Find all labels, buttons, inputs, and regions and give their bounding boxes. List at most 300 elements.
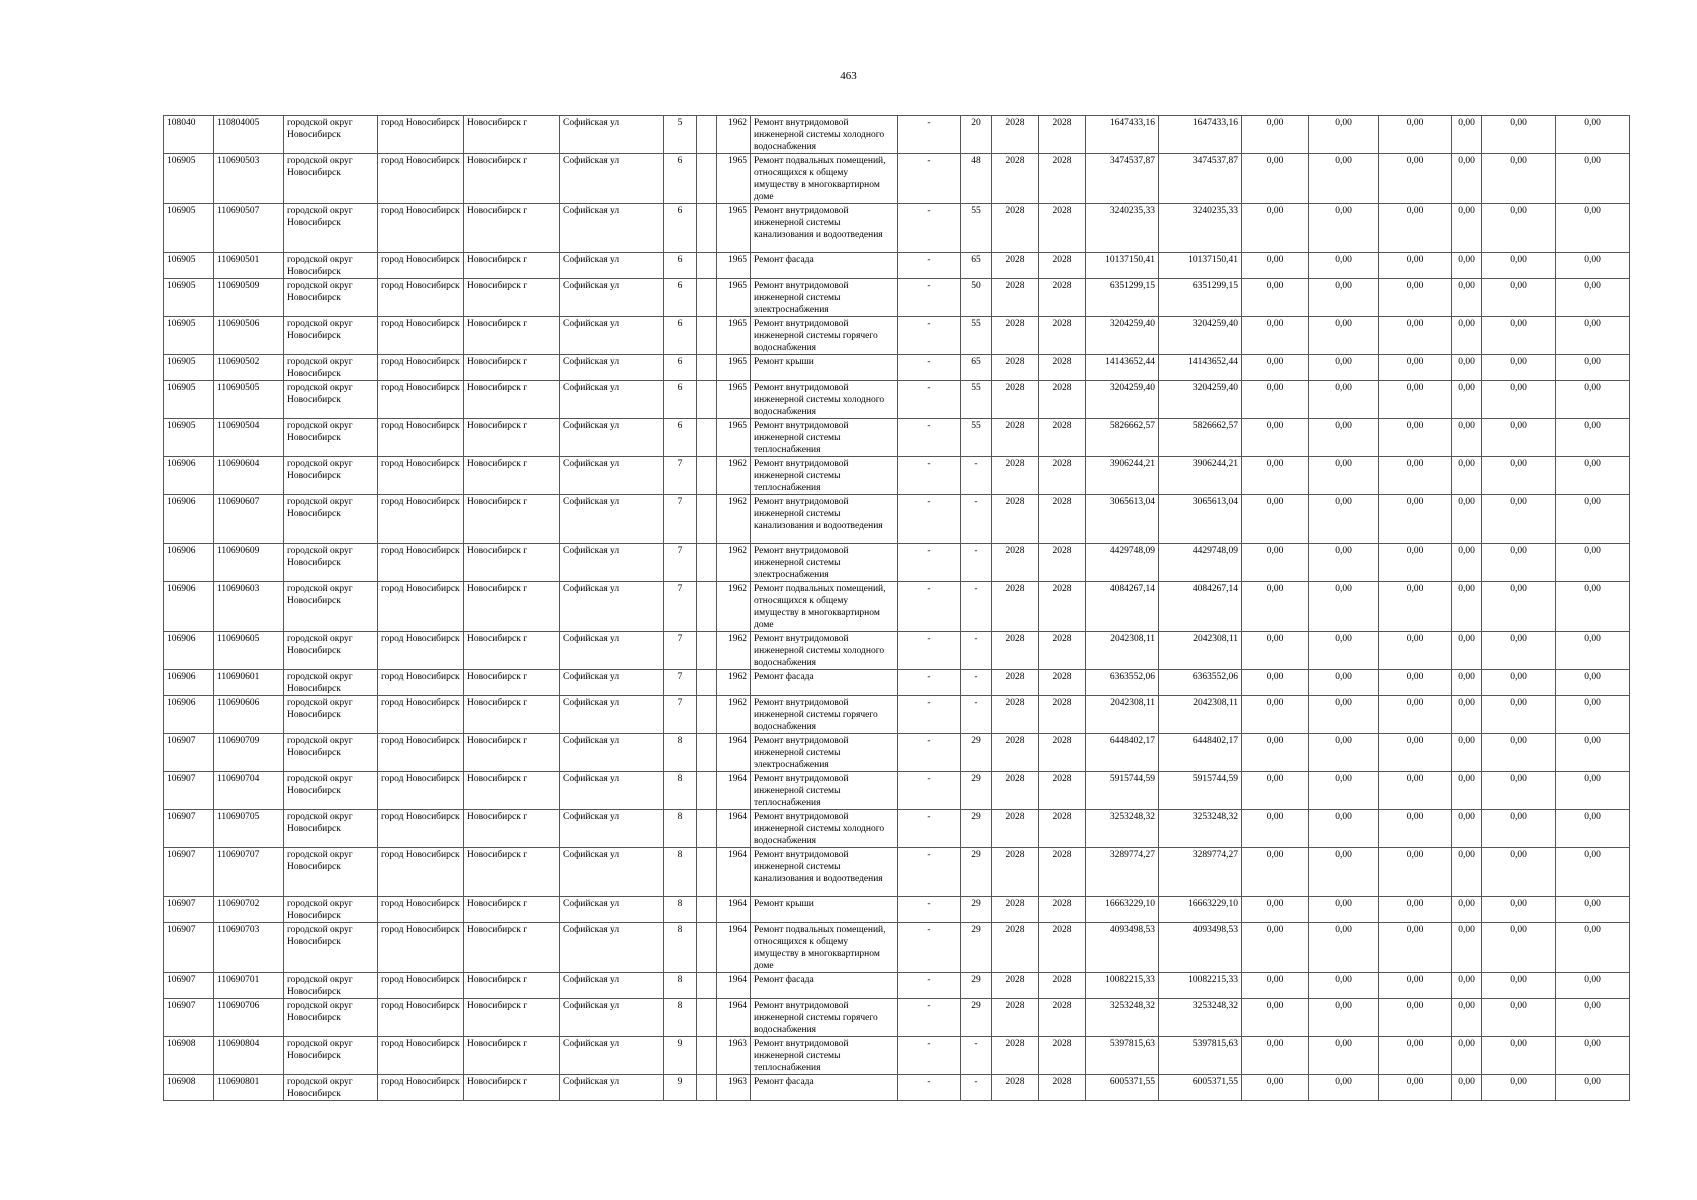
- cell-cost-col-19: 0,00: [1379, 116, 1452, 154]
- cell-cost-col-21: 0,00: [1482, 317, 1556, 355]
- cell-work-id: 110690603: [214, 582, 284, 632]
- cell-settlement: город Новосибирск: [378, 317, 464, 355]
- cell-cost-col-18: 0,00: [1309, 495, 1379, 544]
- cell-wear-percent: 29: [961, 848, 992, 897]
- cell-street: Софийская ул: [560, 419, 664, 457]
- cell-municipality: городской округ Новосибирск: [284, 457, 378, 495]
- cell-total-cost: 2042308,11: [1086, 632, 1159, 670]
- cell-settlement: город Новосибирск: [378, 419, 464, 457]
- cell-work-id: 110690707: [214, 848, 284, 897]
- cell-street: Софийская ул: [560, 1037, 664, 1075]
- cell-year-built: 1962: [717, 632, 751, 670]
- cell-cost-col-22: 0,00: [1556, 897, 1630, 923]
- cell-street: Софийская ул: [560, 279, 664, 317]
- cell-municipality: городской округ Новосибирск: [284, 419, 378, 457]
- cell-house-number: 7: [664, 457, 697, 495]
- cell-street: Софийская ул: [560, 923, 664, 973]
- cell-year-built: 1962: [717, 696, 751, 734]
- cell-cost-regional-fund: 4093498,53: [1159, 923, 1242, 973]
- cell-cost-col-17: 0,00: [1242, 457, 1309, 495]
- cell-municipality: городской округ Новосибирск: [284, 253, 378, 279]
- cell-plan-year-end: 2028: [1039, 696, 1086, 734]
- cell-wear-percent: 55: [961, 381, 992, 419]
- cell-cost-col-19: 0,00: [1379, 495, 1452, 544]
- cell-object-id: 106906: [164, 544, 214, 582]
- cell-street: Софийская ул: [560, 154, 664, 204]
- cell-settlement: город Новосибирск: [378, 381, 464, 419]
- cell-cost-regional-fund: 5826662,57: [1159, 419, 1242, 457]
- table-row: [164, 317, 1630, 355]
- cell-cost-col-18: 0,00: [1309, 810, 1379, 848]
- table-row: [164, 696, 1630, 734]
- cell-work-id: 110690704: [214, 772, 284, 810]
- cell-building: [697, 999, 717, 1037]
- cell-work-type: Ремонт внутридомовой инженерной системы канализования и водоотведения: [751, 495, 898, 544]
- cell-work-id: 110690504: [214, 419, 284, 457]
- cell-wear-percent: 29: [961, 734, 992, 772]
- cell-object-id: 106906: [164, 696, 214, 734]
- cell-work-id: 110690701: [214, 973, 284, 999]
- cell-street: Софийская ул: [560, 457, 664, 495]
- cell-cost-col-19: 0,00: [1379, 279, 1452, 317]
- cell-building: [697, 696, 717, 734]
- capital-repair-table: [163, 115, 1630, 1101]
- cell-building: [697, 419, 717, 457]
- cell-plan-year-start: 2028: [992, 670, 1039, 696]
- cell-street: Софийская ул: [560, 116, 664, 154]
- cell-cost-col-19: 0,00: [1379, 923, 1452, 973]
- cell-year-built: 1965: [717, 317, 751, 355]
- cell-plan-year-start: 2028: [992, 582, 1039, 632]
- cell-object-id: 106905: [164, 279, 214, 317]
- cell-settlement: город Новосибирск: [378, 734, 464, 772]
- cell-cell-blank: -: [898, 670, 961, 696]
- cell-cost-col-19: 0,00: [1379, 381, 1452, 419]
- cell-municipality: городской округ Новосибирск: [284, 734, 378, 772]
- cell-city: Новосибирск г: [464, 495, 560, 544]
- cell-object-id: 106907: [164, 734, 214, 772]
- cell-city: Новосибирск г: [464, 419, 560, 457]
- cell-cost-col-18: 0,00: [1309, 897, 1379, 923]
- cell-year-built: 1963: [717, 1037, 751, 1075]
- cell-wear-percent: 20: [961, 116, 992, 154]
- cell-work-id: 110690705: [214, 810, 284, 848]
- cell-cost-col-22: 0,00: [1556, 204, 1630, 253]
- cell-year-built: 1964: [717, 734, 751, 772]
- table-row: [164, 495, 1630, 544]
- cell-total-cost: 6005371,55: [1086, 1075, 1159, 1101]
- cell-cost-col-20: 0,00: [1452, 897, 1482, 923]
- cell-city: Новосибирск г: [464, 973, 560, 999]
- cell-municipality: городской округ Новосибирск: [284, 381, 378, 419]
- cell-building: [697, 355, 717, 381]
- cell-house-number: 8: [664, 772, 697, 810]
- cell-cost-col-21: 0,00: [1482, 734, 1556, 772]
- cell-cost-col-19: 0,00: [1379, 544, 1452, 582]
- cell-object-id: 106907: [164, 810, 214, 848]
- cell-cell-blank: -: [898, 810, 961, 848]
- cell-cost-col-20: 0,00: [1452, 116, 1482, 154]
- cell-municipality: городской округ Новосибирск: [284, 544, 378, 582]
- cell-cost-col-18: 0,00: [1309, 696, 1379, 734]
- cell-plan-year-end: 2028: [1039, 670, 1086, 696]
- cell-year-built: 1965: [717, 154, 751, 204]
- cell-year-built: 1965: [717, 204, 751, 253]
- cell-work-id: 110804005: [214, 116, 284, 154]
- cell-cost-col-19: 0,00: [1379, 632, 1452, 670]
- cell-cost-col-20: 0,00: [1452, 204, 1482, 253]
- cell-cost-col-21: 0,00: [1482, 670, 1556, 696]
- table-row: [164, 632, 1630, 670]
- cell-cost-col-20: 0,00: [1452, 734, 1482, 772]
- cell-work-id: 110690801: [214, 1075, 284, 1101]
- cell-house-number: 7: [664, 544, 697, 582]
- cell-building: [697, 848, 717, 897]
- cell-work-type: Ремонт внутридомовой инженерной системы канализования и водоотведения: [751, 204, 898, 253]
- cell-cost-col-17: 0,00: [1242, 381, 1309, 419]
- cell-total-cost: 14143652,44: [1086, 355, 1159, 381]
- cell-wear-percent: 55: [961, 204, 992, 253]
- cell-total-cost: 16663229,10: [1086, 897, 1159, 923]
- cell-total-cost: 6448402,17: [1086, 734, 1159, 772]
- cell-cost-regional-fund: 16663229,10: [1159, 897, 1242, 923]
- cell-plan-year-end: 2028: [1039, 848, 1086, 897]
- cell-cost-col-20: 0,00: [1452, 973, 1482, 999]
- cell-cost-col-21: 0,00: [1482, 772, 1556, 810]
- cell-house-number: 9: [664, 1075, 697, 1101]
- cell-plan-year-end: 2028: [1039, 897, 1086, 923]
- cell-cost-col-20: 0,00: [1452, 381, 1482, 419]
- cell-cost-col-19: 0,00: [1379, 582, 1452, 632]
- cell-total-cost: 10137150,41: [1086, 253, 1159, 279]
- cell-work-id: 110690703: [214, 923, 284, 973]
- cell-cell-blank: -: [898, 495, 961, 544]
- cell-cost-col-20: 0,00: [1452, 810, 1482, 848]
- cell-house-number: 6: [664, 355, 697, 381]
- cell-cell-blank: -: [898, 1075, 961, 1101]
- cell-total-cost: 2042308,11: [1086, 696, 1159, 734]
- cell-cost-regional-fund: 3253248,32: [1159, 999, 1242, 1037]
- cell-cost-col-20: 0,00: [1452, 154, 1482, 204]
- cell-cell-blank: -: [898, 317, 961, 355]
- cell-cost-col-21: 0,00: [1482, 457, 1556, 495]
- cell-city: Новосибирск г: [464, 848, 560, 897]
- cell-cost-col-18: 0,00: [1309, 116, 1379, 154]
- cell-cost-col-21: 0,00: [1482, 116, 1556, 154]
- cell-wear-percent: 29: [961, 923, 992, 973]
- cell-settlement: город Новосибирск: [378, 355, 464, 381]
- cell-wear-percent: -: [961, 632, 992, 670]
- cell-wear-percent: 65: [961, 355, 992, 381]
- cell-cost-col-17: 0,00: [1242, 582, 1309, 632]
- cell-cost-col-21: 0,00: [1482, 810, 1556, 848]
- cell-settlement: город Новосибирск: [378, 544, 464, 582]
- cell-plan-year-end: 2028: [1039, 999, 1086, 1037]
- table-row: [164, 772, 1630, 810]
- cell-city: Новосибирск г: [464, 897, 560, 923]
- cell-street: Софийская ул: [560, 734, 664, 772]
- cell-year-built: 1965: [717, 253, 751, 279]
- cell-house-number: 5: [664, 116, 697, 154]
- cell-cell-blank: -: [898, 116, 961, 154]
- cell-cost-col-20: 0,00: [1452, 1037, 1482, 1075]
- cell-settlement: город Новосибирск: [378, 632, 464, 670]
- cell-cost-col-18: 0,00: [1309, 999, 1379, 1037]
- table-row: [164, 381, 1630, 419]
- cell-year-built: 1965: [717, 279, 751, 317]
- cell-city: Новосибирск г: [464, 116, 560, 154]
- cell-work-type: Ремонт фасада: [751, 670, 898, 696]
- cell-street: Софийская ул: [560, 544, 664, 582]
- cell-plan-year-end: 2028: [1039, 1037, 1086, 1075]
- cell-settlement: город Новосибирск: [378, 848, 464, 897]
- cell-work-id: 110690604: [214, 457, 284, 495]
- cell-year-built: 1964: [717, 897, 751, 923]
- cell-cost-col-21: 0,00: [1482, 544, 1556, 582]
- cell-wear-percent: 55: [961, 419, 992, 457]
- cell-work-id: 110690502: [214, 355, 284, 381]
- cell-city: Новосибирск г: [464, 381, 560, 419]
- cell-cost-col-18: 0,00: [1309, 973, 1379, 999]
- cell-building: [697, 1075, 717, 1101]
- cell-year-built: 1962: [717, 116, 751, 154]
- cell-cost-col-18: 0,00: [1309, 279, 1379, 317]
- cell-cell-blank: -: [898, 419, 961, 457]
- cell-cost-col-19: 0,00: [1379, 734, 1452, 772]
- cell-cost-col-17: 0,00: [1242, 116, 1309, 154]
- cell-cost-col-20: 0,00: [1452, 317, 1482, 355]
- cell-cell-blank: -: [898, 696, 961, 734]
- cell-cost-col-18: 0,00: [1309, 457, 1379, 495]
- cell-cost-col-18: 0,00: [1309, 544, 1379, 582]
- cell-cost-col-21: 0,00: [1482, 696, 1556, 734]
- cell-municipality: городской округ Новосибирск: [284, 1037, 378, 1075]
- cell-plan-year-start: 2028: [992, 999, 1039, 1037]
- cell-cost-regional-fund: 6363552,06: [1159, 670, 1242, 696]
- cell-house-number: 6: [664, 317, 697, 355]
- cell-house-number: 6: [664, 204, 697, 253]
- cell-cost-col-17: 0,00: [1242, 317, 1309, 355]
- cell-cost-col-22: 0,00: [1556, 457, 1630, 495]
- cell-cell-blank: -: [898, 204, 961, 253]
- cell-plan-year-start: 2028: [992, 381, 1039, 419]
- cell-cost-col-18: 0,00: [1309, 848, 1379, 897]
- cell-work-id: 110690606: [214, 696, 284, 734]
- cell-plan-year-start: 2028: [992, 810, 1039, 848]
- cell-cost-regional-fund: 4429748,09: [1159, 544, 1242, 582]
- cell-cost-col-17: 0,00: [1242, 154, 1309, 204]
- cell-total-cost: 6351299,15: [1086, 279, 1159, 317]
- cell-year-built: 1962: [717, 457, 751, 495]
- cell-building: [697, 810, 717, 848]
- cell-house-number: 8: [664, 923, 697, 973]
- cell-cost-col-20: 0,00: [1452, 355, 1482, 381]
- table-row: [164, 810, 1630, 848]
- cell-cost-col-17: 0,00: [1242, 999, 1309, 1037]
- cell-work-type: Ремонт внутридомовой инженерной системы холодного водоснабжения: [751, 810, 898, 848]
- cell-plan-year-start: 2028: [992, 897, 1039, 923]
- cell-work-id: 110690706: [214, 999, 284, 1037]
- cell-cell-blank: -: [898, 582, 961, 632]
- cell-wear-percent: -: [961, 1075, 992, 1101]
- cell-settlement: город Новосибирск: [378, 582, 464, 632]
- cell-total-cost: 3906244,21: [1086, 457, 1159, 495]
- cell-work-id: 110690804: [214, 1037, 284, 1075]
- cell-cost-col-20: 0,00: [1452, 670, 1482, 696]
- cell-year-built: 1965: [717, 381, 751, 419]
- cell-year-built: 1964: [717, 973, 751, 999]
- cell-city: Новосибирск г: [464, 582, 560, 632]
- cell-street: Софийская ул: [560, 897, 664, 923]
- cell-plan-year-start: 2028: [992, 848, 1039, 897]
- cell-plan-year-start: 2028: [992, 279, 1039, 317]
- cell-cost-col-21: 0,00: [1482, 973, 1556, 999]
- cell-plan-year-start: 2028: [992, 317, 1039, 355]
- cell-municipality: городской округ Новосибирск: [284, 973, 378, 999]
- cell-settlement: город Новосибирск: [378, 204, 464, 253]
- cell-building: [697, 317, 717, 355]
- cell-work-id: 110690702: [214, 897, 284, 923]
- cell-plan-year-end: 2028: [1039, 317, 1086, 355]
- cell-total-cost: 1647433,16: [1086, 116, 1159, 154]
- cell-cell-blank: -: [898, 772, 961, 810]
- cell-plan-year-end: 2028: [1039, 495, 1086, 544]
- cell-plan-year-end: 2028: [1039, 810, 1086, 848]
- cell-plan-year-end: 2028: [1039, 419, 1086, 457]
- cell-cost-col-18: 0,00: [1309, 632, 1379, 670]
- cell-plan-year-end: 2028: [1039, 632, 1086, 670]
- cell-settlement: город Новосибирск: [378, 495, 464, 544]
- cell-work-type: Ремонт внутридомовой инженерной системы теплоснабжения: [751, 419, 898, 457]
- cell-plan-year-start: 2028: [992, 457, 1039, 495]
- cell-year-built: 1965: [717, 355, 751, 381]
- cell-building: [697, 923, 717, 973]
- cell-object-id: 106907: [164, 923, 214, 973]
- cell-wear-percent: -: [961, 544, 992, 582]
- cell-cost-col-19: 0,00: [1379, 696, 1452, 734]
- cell-cost-col-22: 0,00: [1556, 317, 1630, 355]
- cell-plan-year-start: 2028: [992, 696, 1039, 734]
- cell-municipality: городской округ Новосибирск: [284, 154, 378, 204]
- cell-municipality: городской округ Новосибирск: [284, 495, 378, 544]
- cell-settlement: город Новосибирск: [378, 923, 464, 973]
- cell-building: [697, 457, 717, 495]
- cell-total-cost: 4084267,14: [1086, 582, 1159, 632]
- cell-cost-col-21: 0,00: [1482, 1075, 1556, 1101]
- cell-cost-col-21: 0,00: [1482, 582, 1556, 632]
- cell-cost-col-19: 0,00: [1379, 973, 1452, 999]
- cell-cost-regional-fund: 2042308,11: [1159, 632, 1242, 670]
- cell-cost-col-17: 0,00: [1242, 772, 1309, 810]
- cell-settlement: город Новосибирск: [378, 670, 464, 696]
- cell-cost-col-21: 0,00: [1482, 419, 1556, 457]
- cell-cost-col-22: 0,00: [1556, 772, 1630, 810]
- cell-city: Новосибирск г: [464, 772, 560, 810]
- cell-wear-percent: 29: [961, 897, 992, 923]
- cell-work-type: Ремонт подвальных помещений, относящихся к общему имуществу в многоквартирном доме: [751, 582, 898, 632]
- cell-municipality: городской округ Новосибирск: [284, 897, 378, 923]
- cell-cell-blank: -: [898, 457, 961, 495]
- cell-settlement: город Новосибирск: [378, 973, 464, 999]
- cell-cost-col-17: 0,00: [1242, 696, 1309, 734]
- cell-total-cost: 10082215,33: [1086, 973, 1159, 999]
- cell-cost-regional-fund: 6005371,55: [1159, 1075, 1242, 1101]
- cell-cost-regional-fund: 4084267,14: [1159, 582, 1242, 632]
- cell-wear-percent: -: [961, 495, 992, 544]
- cell-cost-regional-fund: 14143652,44: [1159, 355, 1242, 381]
- cell-cell-blank: -: [898, 381, 961, 419]
- cell-wear-percent: -: [961, 670, 992, 696]
- cell-house-number: 8: [664, 810, 697, 848]
- cell-cost-col-21: 0,00: [1482, 923, 1556, 973]
- cell-municipality: городской округ Новосибирск: [284, 355, 378, 381]
- table-row: [164, 582, 1630, 632]
- cell-wear-percent: 29: [961, 973, 992, 999]
- cell-cost-col-18: 0,00: [1309, 381, 1379, 419]
- cell-cost-col-19: 0,00: [1379, 810, 1452, 848]
- cell-cost-col-21: 0,00: [1482, 999, 1556, 1037]
- cell-house-number: 7: [664, 696, 697, 734]
- cell-wear-percent: 29: [961, 772, 992, 810]
- cell-house-number: 8: [664, 734, 697, 772]
- cell-work-id: 110690509: [214, 279, 284, 317]
- cell-cost-col-18: 0,00: [1309, 1037, 1379, 1075]
- cell-object-id: 106905: [164, 204, 214, 253]
- cell-city: Новосибирск г: [464, 279, 560, 317]
- table-row: [164, 355, 1630, 381]
- cell-cost-col-19: 0,00: [1379, 999, 1452, 1037]
- cell-building: [697, 897, 717, 923]
- cell-cost-regional-fund: 10082215,33: [1159, 973, 1242, 999]
- cell-cost-col-17: 0,00: [1242, 253, 1309, 279]
- cell-cost-col-22: 0,00: [1556, 1075, 1630, 1101]
- cell-total-cost: 3204259,40: [1086, 381, 1159, 419]
- cell-municipality: городской округ Новосибирск: [284, 1075, 378, 1101]
- cell-cost-col-20: 0,00: [1452, 632, 1482, 670]
- cell-plan-year-end: 2028: [1039, 204, 1086, 253]
- cell-object-id: 106908: [164, 1037, 214, 1075]
- cell-cost-regional-fund: 1647433,16: [1159, 116, 1242, 154]
- cell-wear-percent: 55: [961, 317, 992, 355]
- cell-cost-col-20: 0,00: [1452, 999, 1482, 1037]
- cell-cost-col-22: 0,00: [1556, 582, 1630, 632]
- cell-cost-col-18: 0,00: [1309, 1075, 1379, 1101]
- cell-year-built: 1962: [717, 544, 751, 582]
- cell-work-id: 110690605: [214, 632, 284, 670]
- cell-plan-year-start: 2028: [992, 204, 1039, 253]
- cell-city: Новосибирск г: [464, 317, 560, 355]
- cell-building: [697, 582, 717, 632]
- cell-cost-regional-fund: 3065613,04: [1159, 495, 1242, 544]
- cell-building: [697, 772, 717, 810]
- cell-street: Софийская ул: [560, 848, 664, 897]
- table-row: [164, 279, 1630, 317]
- cell-municipality: городской округ Новосибирск: [284, 632, 378, 670]
- cell-street: Софийская ул: [560, 810, 664, 848]
- cell-city: Новосибирск г: [464, 632, 560, 670]
- cell-cost-col-19: 0,00: [1379, 355, 1452, 381]
- cell-settlement: город Новосибирск: [378, 772, 464, 810]
- cell-building: [697, 973, 717, 999]
- cell-object-id: 106906: [164, 632, 214, 670]
- cell-cost-col-18: 0,00: [1309, 317, 1379, 355]
- cell-cost-col-21: 0,00: [1482, 1037, 1556, 1075]
- cell-city: Новосибирск г: [464, 154, 560, 204]
- cell-cost-col-17: 0,00: [1242, 419, 1309, 457]
- cell-cost-regional-fund: 3289774,27: [1159, 848, 1242, 897]
- cell-cost-regional-fund: 2042308,11: [1159, 696, 1242, 734]
- cell-cost-col-22: 0,00: [1556, 1037, 1630, 1075]
